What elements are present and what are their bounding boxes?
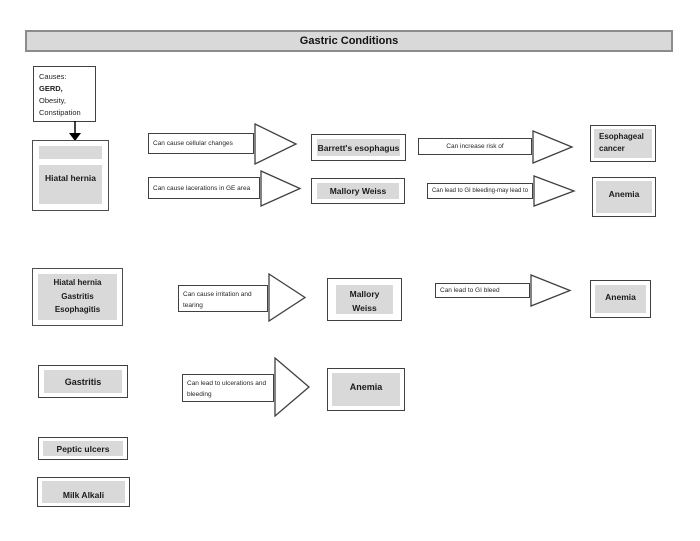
arrow-label-lacerations [148,177,260,199]
node-label: Milk Alkali [62,490,105,500]
causes-line-4: Constipation [39,108,81,117]
arrow-label-text-line1: Can lead to ulcerations and [187,380,267,387]
node-label: Hiatal hernia [44,173,97,183]
causes-line-3: Obesity, [39,96,66,105]
arrow-label-gi-bleeding [427,183,533,199]
mallory-weiss-label-block [317,183,399,199]
node-label-line1: Esophageal [599,132,644,141]
anemia-label-block [596,181,652,213]
arrow-head-right-icon [254,123,298,165]
node-anemia-row4 [327,368,405,411]
node-label: Peptic ulcers [56,443,110,454]
anemia-label-block [332,373,400,406]
combo-label-block [38,274,117,320]
arrow-label-text-line2: tearing [183,302,203,309]
node-label-line3: Esophagitis [54,305,101,314]
arrow-label-gi-bleed [435,283,530,298]
arrow-label-text: Can lead to GI bleed [440,287,500,294]
node-hiatal-hernia [32,140,109,211]
node-mallory-weiss-row3 [327,278,402,321]
arrow-head-right-icon [268,273,307,322]
arrow-label-text: Can cause cellular changes [153,140,233,147]
hiatal-hernia-label-block [39,165,102,204]
node-esophageal-cancer [590,125,656,162]
arrow-label-text: Can lead to GI bleeding-may lead to [431,188,529,194]
node-anemia-row3 [590,280,651,318]
arrow-head-right-icon [532,130,574,164]
esophageal-cancer-label-block [594,129,652,158]
node-gastritis [38,365,128,398]
causes-line-1: Causes: [39,72,67,81]
down-arrow-icon [67,121,83,141]
milk-alkali-label-block [42,481,125,503]
causes-line-2: GERD, [39,84,63,93]
node-milk-alkali [37,477,130,507]
arrow-label-ulcerations [182,374,274,402]
anemia-label-block [595,285,646,313]
peptic-ulcers-label-block [43,441,123,456]
hiatal-hernia-empty-bar [39,146,102,159]
node-anemia-row2 [592,177,656,217]
node-label: Anemia [605,292,636,302]
node-label-line1: Mallory [349,289,380,299]
node-label: Anemia [608,189,640,199]
arrow-label-text-line2: bleeding [187,391,212,398]
arrow-label-cellular-changes [148,133,254,154]
node-label-line2: cancer [599,144,625,153]
node-mallory-weiss-row2 [311,178,405,204]
arrow-head-right-icon [533,175,576,207]
arrow-label-text: Can cause lacerations in GE area [153,184,251,192]
diagram-title: Gastric Conditions [299,35,399,47]
mallory-weiss-label-block [336,285,393,314]
diagram-title-bar [25,30,673,52]
node-label: Anemia [349,382,383,392]
node-label-line1: Hiatal hernia [53,278,102,287]
arrow-head-right-icon [530,274,572,307]
node-label: Gastritis [64,376,102,387]
arrow-head-right-icon [274,357,311,417]
barretts-label-block [317,139,400,156]
node-label-line2: Weiss [352,303,377,313]
arrow-label-irritation [178,285,268,312]
arrow-label-text-line1: Can cause irritation and [183,291,252,298]
causes-box [33,66,96,122]
node-label-line2: Gastritis [61,291,94,301]
node-label: Mallory Weiss [329,186,387,196]
gastritis-label-block [44,370,122,393]
arrow-head-right-icon [260,170,302,207]
node-label: Barrett's esophagus [317,142,400,153]
arrow-label-increase-risk [418,138,532,155]
node-hiatal-gastritis-esophagitis [32,268,123,326]
node-peptic-ulcers [38,437,128,460]
arrow-label-text: Can increase risk of [446,143,504,150]
node-barretts-esophagus [311,134,406,161]
